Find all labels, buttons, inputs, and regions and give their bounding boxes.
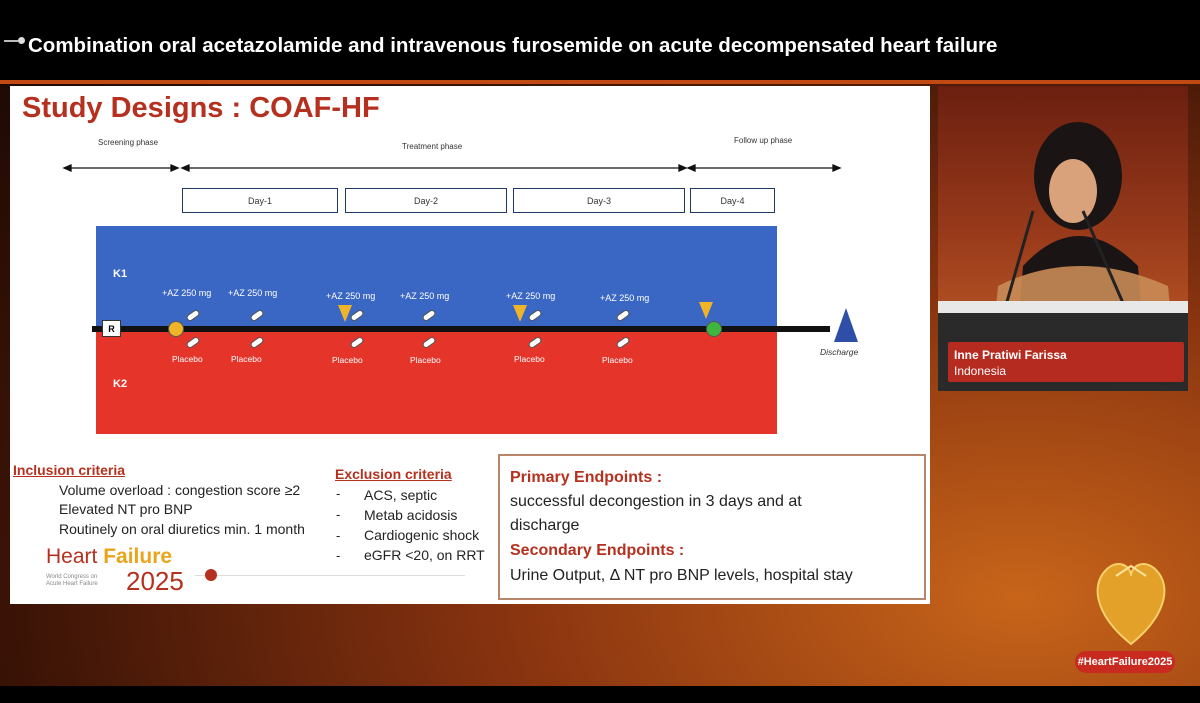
placebo-label: Placebo xyxy=(332,355,363,365)
heart-trophy-icon xyxy=(1086,546,1176,650)
start-marker-icon xyxy=(168,321,184,337)
bullet-dot xyxy=(18,37,25,44)
list-dash: - xyxy=(336,528,341,543)
randomization-box: R xyxy=(102,320,121,337)
endpoints-box xyxy=(498,454,926,600)
arm-k1-label: K1 xyxy=(113,268,128,280)
logo-dot xyxy=(205,569,217,581)
phase-follow-up: Follow up phase xyxy=(734,136,793,145)
dose-label: +AZ 250 mg xyxy=(506,291,556,301)
exclusion-item: Cardiogenic shock xyxy=(364,527,480,543)
placebo-label: Placebo xyxy=(231,354,262,364)
primary-endpoints-title: Primary Endpoints : xyxy=(510,469,663,486)
exclusion-item: Metab acidosis xyxy=(364,507,458,523)
dose-label: +AZ 250 mg xyxy=(600,293,650,303)
exclusion-title: Exclusion criteria xyxy=(335,466,452,482)
list-dash: - xyxy=(336,507,341,522)
bullet-line xyxy=(4,40,18,42)
list-dash: - xyxy=(336,486,341,501)
logo-divider xyxy=(195,575,465,576)
title-divider xyxy=(0,80,1200,84)
discharge-label: Discharge xyxy=(820,347,859,357)
dose-label: +AZ 250 mg xyxy=(400,291,450,301)
video-title: Combination oral acetazolamide and intravenous furosemide on acute decompensated heart failure xyxy=(28,34,998,57)
heart-failure-logo: Heart Failure World Congress on Acute Heart Failure 2025 xyxy=(46,545,184,596)
placebo-label: Placebo xyxy=(172,354,203,364)
arm-k2-label: K2 xyxy=(113,378,128,390)
hashtag-badge: #HeartFailure2025 xyxy=(1075,651,1175,673)
day-3-box: Day-3 xyxy=(513,188,685,213)
phase-screening: Screening phase xyxy=(98,138,159,147)
dose-label: +AZ 250 mg xyxy=(326,291,376,301)
speaker-name: Inne Pratiwi Farissa xyxy=(954,348,1067,362)
measurement-triangle-icon xyxy=(338,305,352,322)
measurement-triangle-icon xyxy=(699,302,713,319)
primary-endpoints-text: discharge xyxy=(510,517,580,534)
arm-k2 xyxy=(96,330,777,434)
bottom-bar xyxy=(0,686,1200,703)
speaker-nameplate xyxy=(948,342,1184,382)
speaker-country: Indonesia xyxy=(954,364,1007,378)
primary-endpoints-text: successful decongestion in 3 days and at xyxy=(510,493,802,510)
day-2-box: Day-2 xyxy=(345,188,507,213)
inclusion-title: Inclusion criteria xyxy=(13,462,126,478)
list-dash: - xyxy=(336,548,341,563)
placebo-label: Placebo xyxy=(602,355,633,365)
inclusion-item: Routinely on oral diuretics min. 1 month xyxy=(59,521,305,537)
secondary-endpoints-title: Secondary Endpoints : xyxy=(510,542,685,559)
discharge-triangle-icon xyxy=(834,308,858,342)
placebo-label: Placebo xyxy=(410,355,441,365)
exclusion-item: ACS, septic xyxy=(364,487,438,503)
title-bar xyxy=(0,0,1200,80)
inclusion-item: Volume overload : congestion score ≥2 xyxy=(59,482,301,498)
secondary-endpoints-text: Urine Output, Δ NT pro BNP levels, hospital stay xyxy=(510,567,853,584)
presentation-slide xyxy=(10,86,930,604)
placebo-label: Placebo xyxy=(514,354,545,364)
slide-title: Study Designs : COAF-HF xyxy=(22,92,380,124)
day-1-box: Day-1 xyxy=(182,188,338,213)
dose-label: +AZ 250 mg xyxy=(162,288,212,298)
day-4-box: Day-4 xyxy=(690,188,775,213)
phase-treatment: Treatment phase xyxy=(402,142,463,151)
exclusion-item: eGFR <20, on RRT xyxy=(364,547,485,563)
measurement-triangle-icon xyxy=(513,305,527,322)
end-marker-icon xyxy=(706,321,722,337)
inclusion-item: Elevated NT pro BNP xyxy=(59,501,193,517)
dose-label: +AZ 250 mg xyxy=(228,288,278,298)
